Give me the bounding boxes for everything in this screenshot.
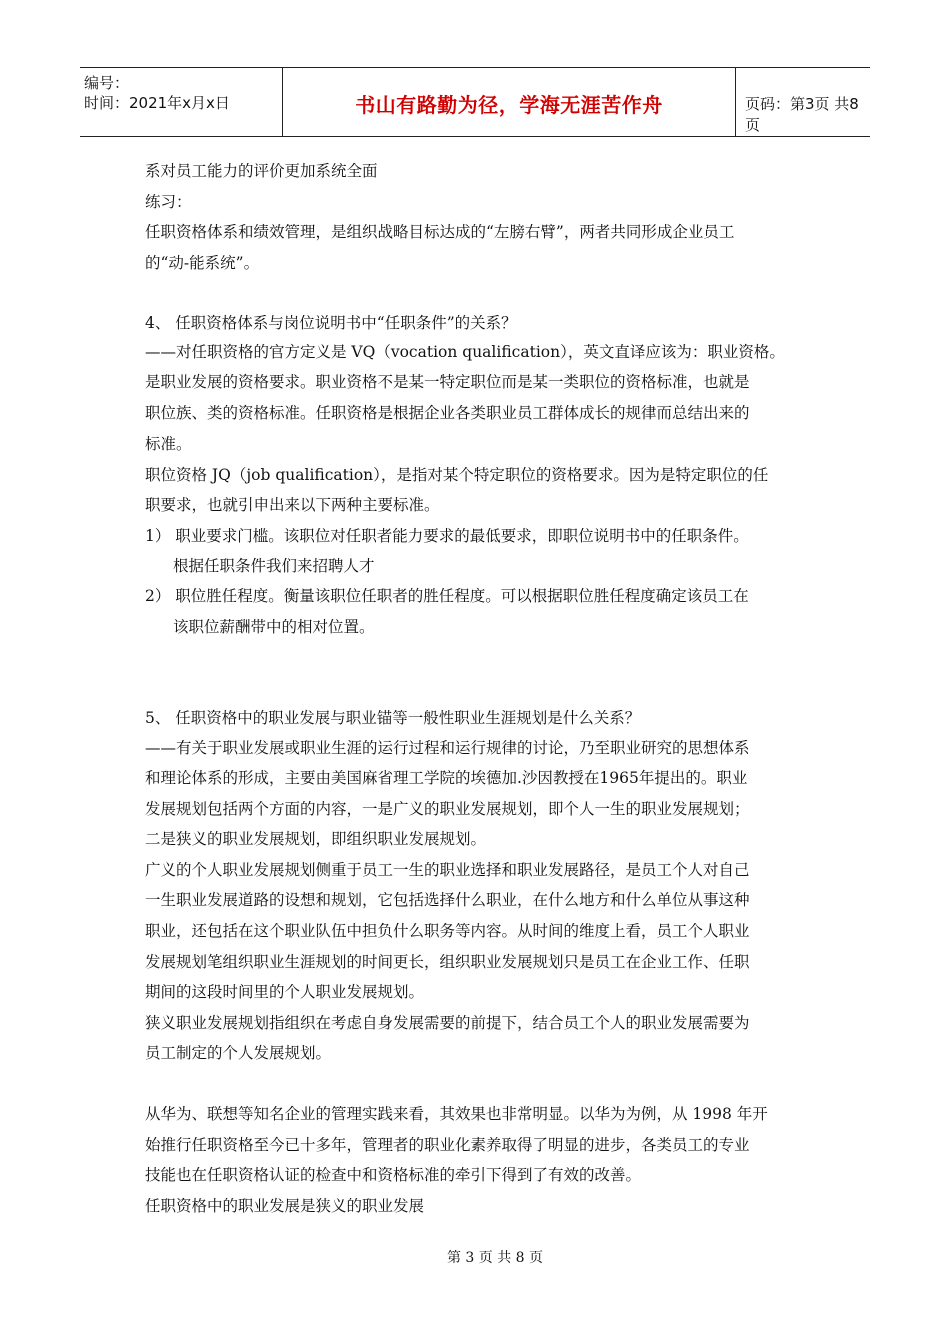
- section-heading-4: 4、 任职资格体系与岗位说明书中“任职条件”的关系？: [145, 314, 517, 332]
- text-line: 始推行任职资格至今已十多年，管理者的职业化素养取得了明显的进步，各类员工的专业: [145, 1136, 750, 1154]
- footer-page-number: 第 3 页 共 8 页: [446, 1250, 544, 1266]
- header-motto: 书山有路勤为径，学海无涯苦作舟: [355, 93, 663, 117]
- text-line: 广义的个人职业发展规划侧重于员工一生的职业选择和职业发展路径，是员工个人对自己: [145, 861, 750, 879]
- text-line: 从华为、联想等知名企业的管理实践来看，其效果也非常明显。以华为为例，从 1998 年开: [145, 1105, 768, 1123]
- section-heading-5: 5、 任职资格中的职业发展与职业锚等一般性职业生涯规划是什么关系？: [145, 709, 641, 727]
- text-line: 员工制定的个人发展规划。: [145, 1044, 332, 1062]
- text-line: 职位资格 JQ（job qualification），是指对某个特定职位的资格要求。因为是特定职位的任: [145, 466, 769, 484]
- list-item-2: 2） 职位胜任程度。衡量该职位任职者的胜任程度。可以根据职位胜任程度确定该员工在: [145, 587, 749, 605]
- text-line: 期间的这段时间里的个人职业发展规划。: [145, 983, 425, 1001]
- text-line: 发展规划包括两个方面的内容，一是广义的职业发展规划，即个人一生的职业发展规划；: [145, 800, 750, 818]
- text-line: 狭义职业发展规划指组织在考虑自身发展需要的前提下，结合员工个人的职业发展需要为: [145, 1014, 750, 1032]
- text-line: 职要求，也就引申出来以下两种主要标准。: [145, 496, 440, 514]
- text-line: 系对员工能力的评价更加系统全面: [145, 162, 378, 180]
- text-line: 技能也在任职资格认证的检查中和资格标准的牵引下得到了有效的改善。: [145, 1166, 642, 1184]
- text-line: 是职业发展的资格要求。职业资格不是某一特定职位而是某一类职位的资格标准，也就是: [145, 373, 750, 391]
- header-left-cell: [80, 68, 282, 136]
- text-line: 和理论体系的形成，主要由美国麻省理工学院的埃德加.沙因教授在1965年提出的。职业: [145, 769, 748, 787]
- header-page-number: 页码：第3页 共8页: [745, 95, 859, 134]
- header-right-cell: [735, 68, 870, 136]
- text-line: 一生职业发展道路的设想和规划，它包括选择什么职业，在什么地方和什么单位从事这种: [145, 891, 750, 909]
- text-line: ——有关于职业发展或职业生涯的运行过程和运行规律的讨论，乃至职业研究的思想体系: [145, 739, 750, 757]
- text-line: 发展规划笔组织职业生涯规划的时间更长，组织职业发展规划只是员工在企业工作、任职: [145, 953, 750, 971]
- text-line: 二是狭义的职业发展规划，即组织职业发展规划。: [145, 830, 487, 848]
- header-middle-cell: [282, 68, 736, 136]
- text-line: 职业，还包括在这个职业队伍中担负什么职务等内容。从时间的维度上看，员工个人职业: [145, 922, 750, 940]
- text-line: 标准。: [145, 435, 192, 453]
- list-item-1-continued: 根据任职条件我们来招聘人才: [173, 557, 375, 575]
- document-date: 时间：2021年x月x日: [84, 94, 230, 112]
- text-line: 练习：: [145, 193, 192, 211]
- text-line: 职位族、类的资格标准。任职资格是根据企业各类职业员工群体成长的规律而总结出来的: [145, 404, 750, 422]
- page-footer: [0, 1247, 950, 1267]
- list-item-1: 1） 职业要求门槛。该职位对任职者能力要求的最低要求，即职位说明书中的任职条件。: [145, 527, 749, 545]
- text-line: 的“动-能系统”。: [145, 254, 260, 272]
- text-line: 任职资格中的职业发展是狭义的职业发展: [145, 1197, 425, 1215]
- page-header: [80, 67, 870, 137]
- text-line: 任职资格体系和绩效管理，是组织战略目标达成的“左膀右臂”，两者共同形成企业员工: [145, 223, 735, 241]
- document-number: 编号：: [84, 74, 130, 92]
- text-line: ——对任职资格的官方定义是 VQ（vocation qualification），英文直译应该为：职业资格。: [145, 343, 785, 361]
- list-item-2-continued: 该职位薪酬带中的相对位置。: [173, 618, 375, 636]
